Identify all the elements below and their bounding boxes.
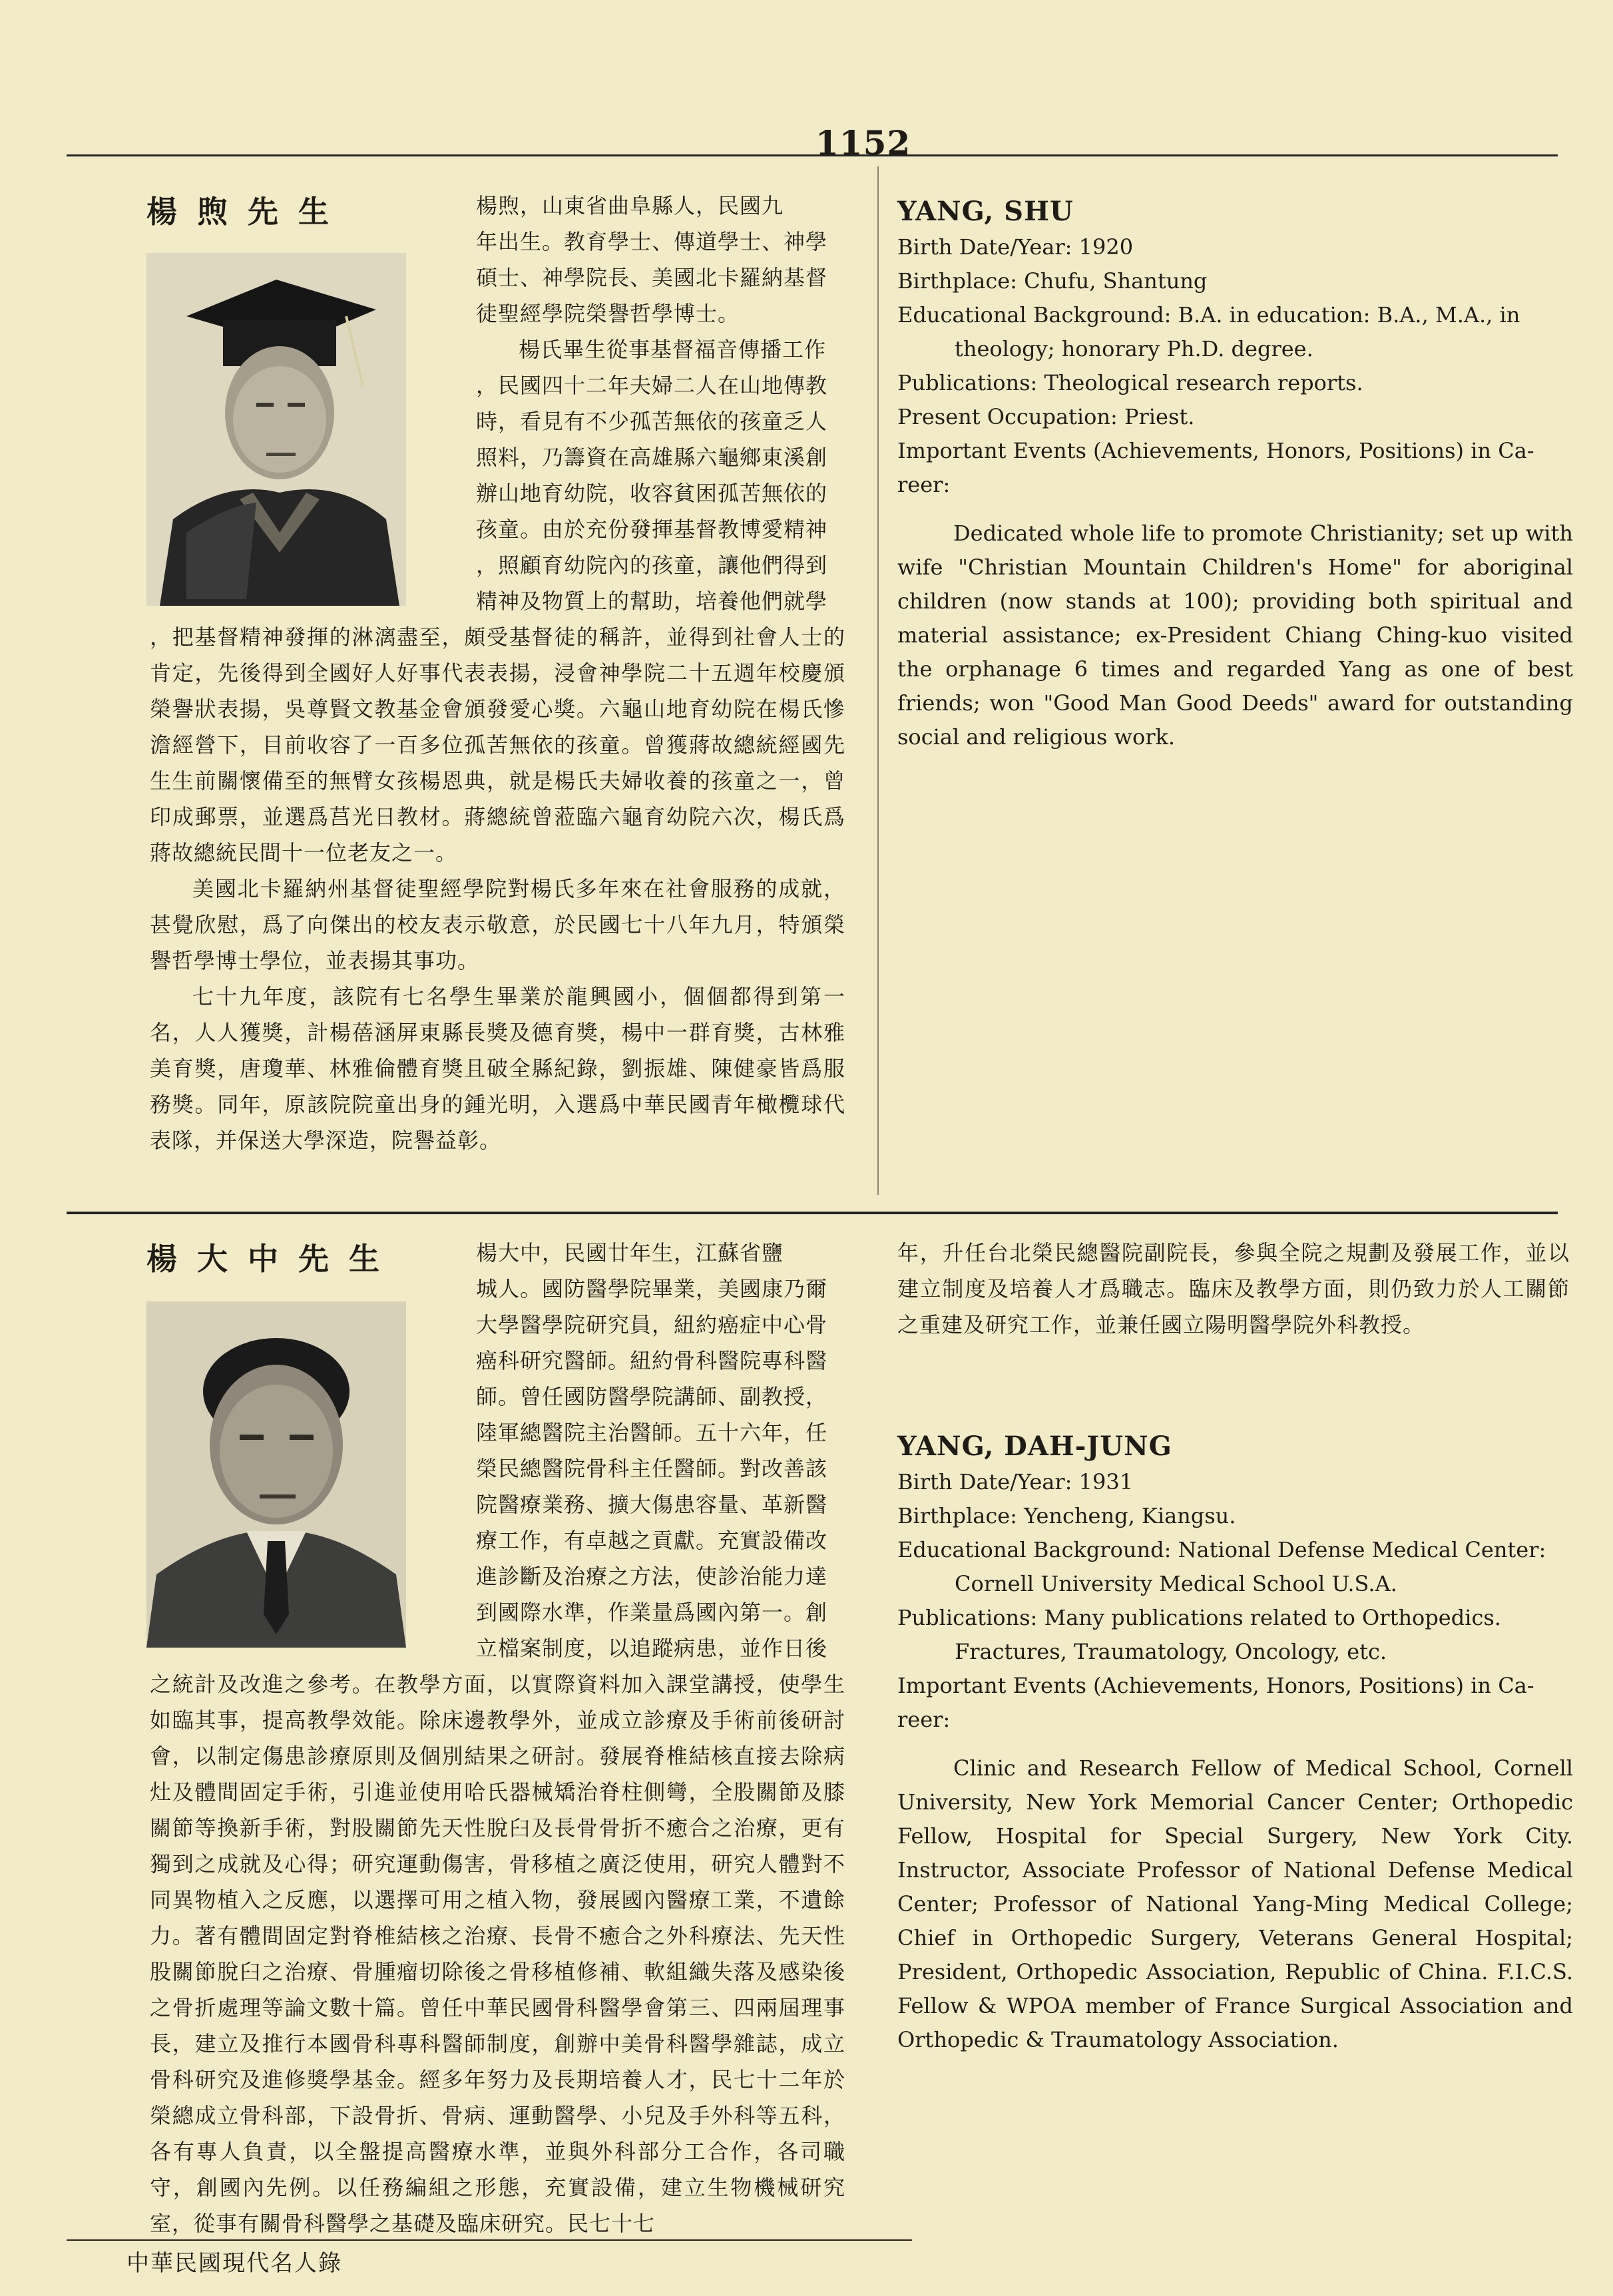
entry2-chinese-continuation: [897, 1235, 1570, 1343]
entry2-birthplace-row: [897, 1499, 1573, 1533]
entry2-events-label: Important Events (Achievements, Honors, Positions) in Ca-: [897, 1673, 1534, 1698]
publications-value: Many publications related to Orthopedics.: [1044, 1605, 1501, 1630]
entry1-birth-row: [897, 230, 1573, 264]
entry2-chinese-body: [150, 1666, 845, 2241]
birthplace-value: Yencheng, Kiangsu.: [1024, 1503, 1236, 1528]
publications-label: Publications:: [897, 1605, 1038, 1630]
entry1-events-label-cont: reer:: [897, 472, 951, 497]
entry1-chinese-body: [150, 619, 845, 1158]
education-value: B.A. in education: B.A., M.A., in: [1178, 302, 1520, 328]
entry2-intro-line: 進診斷及治療之方法，使診治能力達: [476, 1564, 828, 1589]
entry2-chinese-name: 楊大中先生: [146, 1241, 399, 1277]
entry1-birthplace-row: [897, 264, 1573, 298]
occupation-label: Present Occupation:: [897, 404, 1118, 429]
entry2-publications-cont: Fractures, Traumatology, Oncology, etc.: [955, 1639, 1387, 1664]
birthplace-label: Birthplace:: [897, 268, 1017, 294]
entry2-body-paragraph: 之統計及改進之參考。在教學方面，以實際資料加入課堂講授，使學生如臨其事，提高教學效能。除床邊教學外，並成立診療及手術前後研討會，以制定傷患診療原則及個別結果之研討。發展脊椎結核直接去除病灶及體間固定手術，引進並使用哈氏器械矯治脊柱側彎，全股關節及膝關節等換新手術，對股關節先天性脫臼及長骨骨折不癒合之治療，更有獨到之成就及心得；研究運動傷害，骨移植之廣泛使用，研究人體對不同異物植入之反應，以選擇可用之植入物，發展國內醫療工業，不遺餘力。著有體間固定對脊椎結核之治療、長骨不癒合之外科療法、先天性股關節脫臼之治療、骨腫瘤切除後之骨移植修補、軟組織失落及感染後之骨折處理等論文數十篇。曾任中華民國骨科醫學會第三、四兩屆理事長，建立及推行本國骨科專科醫師制度，創辦中美骨科醫學雜誌，成立骨科研究及進修獎學基金。經多年努力及長期培養人才，民七十二年於榮總成立骨科部，下設骨折、骨病、運動醫學、小兒及手外科等五科，各有專人負責，以全盤提高醫療水準，並與外科部分工合作，各司職守，創國內先例。以任務編組之形態，充實設備，建立生物機械研究室，從事有關骨科醫學之基礎及臨床研究。民七十七: [150, 1672, 845, 2236]
entry2-intro-line: 癌科研究醫師。紐約骨科醫院專科醫: [476, 1348, 828, 1373]
entry1-body-paragraph: 七十九年度，該院有七名學生畢業於龍興國小，個個都得到第一名，人人獲獎，計楊蓓涵屏東縣長獎及德育獎，楊中一群育獎，古林雅美育獎，唐瓊華、林雅倫體育獎且破全縣紀錄，劉振雄、陳健豪皆爲服務獎。同年，原該院院童出身的鍾光明，入選爲中華民國青年橄欖球代表隊，并保送大學深造，院譽益彰。: [150, 984, 845, 1153]
entry1-portrait-photo: [146, 253, 406, 606]
entry1-intro-line: 楊氏畢生從事基督福音傳播工作: [519, 337, 827, 362]
entry2-continuation-paragraph: 年，升任台北榮民總醫院副院長，參與全院之規劃及發展工作，並以建立制度及培養人才爲職志。臨床及教學方面，則仍致力於人工關節之重建及研究工作，並兼任國立陽明醫學院外科教授。: [897, 1240, 1570, 1337]
entry2-birth-row: [897, 1465, 1573, 1499]
birth-label: Birth Date/Year:: [897, 234, 1072, 260]
publications-value: Theological research reports.: [1044, 370, 1363, 395]
entry1-intro-line: ，照顧育幼院內的孩童，讓他們得到: [476, 553, 828, 578]
occupation-value: Priest.: [1124, 404, 1195, 429]
entry1-occupation-row: [897, 400, 1573, 434]
entry1-intro-line: 碩士、神學院長、美國北卡羅納基督: [476, 265, 828, 290]
entry2-intro-line: 到國際水準，作業量爲國內第一。創: [476, 1600, 828, 1625]
entry2-portrait-photo: [146, 1301, 406, 1648]
birth-label: Birth Date/Year:: [897, 1469, 1072, 1494]
entry2-intro-line: 城人。國防醫學院畢業，美國康乃爾: [476, 1276, 828, 1301]
entry2-intro-line: 楊大中，民國廿年生，江蘇省鹽: [476, 1240, 784, 1265]
birth-value: 1931: [1078, 1469, 1134, 1494]
entry1-body-paragraph: 美國北卡羅納州基督徒聖經學院對楊氏多年來在社會服務的成就，甚覺欣慰，爲了向傑出的校友表示敬意，於民國七十八年九月，特頒榮譽哲學博士學位，並表揚其事功。: [150, 876, 845, 973]
entry1-intro-line: 徒聖經學院榮譽哲學博士。: [476, 301, 740, 326]
entry1-events-text: Dedicated whole life to promote Christianity; set up with wife "Christian Mountain Children's Home" for aboriginal children (now stands at 100); providing both spiritual and material assistance; ex-President Chiang Ching-kuo visited the orphanage 6 times and regarded Yang as one of best friends; won "Good Man Good Deeds" award for outstanding social and religious work.: [897, 521, 1573, 750]
entry1-education-cont: theology; honorary Ph.D. degree.: [955, 336, 1313, 361]
entry2-intro-line: 院醫療業務、擴大傷患容量、革新醫: [476, 1492, 828, 1517]
birthplace-value: Chufu, Shantung: [1024, 268, 1208, 294]
entry1-publications-row: [897, 366, 1573, 400]
entry1-english-section: [897, 193, 1573, 754]
entry2-events-label-cont: reer:: [897, 1707, 951, 1732]
book-title-footer: 中華民國現代名人錄: [126, 2250, 342, 2277]
entry2-events-text: Clinic and Research Fellow of Medical School, Cornell University, New York Memorial Cancer Center; Orthopedic Fellow, Hospital for Special Surgery, New York City. Instructor, Associate Professor of National Defense Medical Center; Professor of National Yang-Ming Medical College; Chief in Orthopedic Surgery, Veterans General Hospital; President, Orthopedic Association, Republic of China. F.I.C.S. Fellow & WPOA member of France Surgical Association and Orthopedic & Traumatology Association.: [897, 1755, 1573, 2052]
entry2-english-section: [897, 1428, 1573, 2057]
entry1-body-paragraph: ，把基督精神發揮的淋漓盡至，頗受基督徒的稱許，並得到社會人士的肯定，先後得到全國好人好事代表表揚，浸會神學院二十五週年校慶頒榮譽狀表揚，吳尊賢文教基金會頒發愛心獎。六龜山地育幼院在楊氏慘澹經營下，目前收容了一百多位孤苦無依的孩童。曾獲蔣故總統經國先生生前關懷備至的無臂女孩楊恩典，就是楊氏夫婦收養的孩童之一，曾印成郵票，並選爲莒光日教材。蔣總統曾蒞臨六龜育幼院六次，楊氏爲蔣故總統民間十一位老友之一。: [150, 624, 845, 865]
entry2-intro-line: 大學醫學院研究員，紐約癌症中心骨: [476, 1312, 828, 1337]
entry1-intro-line: 孩童。由於充份發揮基督教博愛精神: [476, 517, 828, 542]
column-divider: [877, 166, 879, 1195]
entry1-chinese-name: 楊煦先生: [146, 194, 349, 230]
entry2-intro-line: 榮民總醫院骨科主任醫師。對改善該: [476, 1456, 828, 1481]
entry1-chinese-intro: [476, 188, 845, 619]
entry2-chinese-intro: [476, 1235, 845, 1666]
entry1-intro-line: 時，看見有不少孤苦無依的孩童乏人: [476, 409, 828, 434]
birthplace-label: Birthplace:: [897, 1503, 1017, 1528]
entry2-publications-row: [897, 1601, 1573, 1635]
page-number: 1152: [815, 123, 911, 162]
entry1-intro-line: 楊煦，山東省曲阜縣人，民國九: [476, 193, 784, 218]
entry1-english-name: YANG, SHU: [897, 196, 1074, 227]
middle-rule: [67, 1212, 1558, 1214]
entry1-events-label: Important Events (Achievements, Honors, Positions) in Ca-: [897, 438, 1534, 463]
entry2-education-cont: Cornell University Medical School U.S.A.: [955, 1571, 1397, 1596]
entry2-intro-line: 陸軍總醫院主治醫師。五十六年，任: [476, 1420, 828, 1445]
entry1-intro-line: 照料，乃籌資在高雄縣六龜鄉東溪創: [476, 445, 828, 470]
top-rule: [67, 154, 1558, 156]
education-label: Educational Background:: [897, 1537, 1172, 1562]
birth-value: 1920: [1078, 234, 1134, 260]
entry1-intro-line: ，民國四十二年夫婦二人在山地傳教: [476, 373, 828, 398]
publications-label: Publications:: [897, 370, 1038, 395]
entry2-english-name: YANG, DAH-JUNG: [897, 1431, 1172, 1462]
entry1-intro-line: 年出生。教育學士、傳道學士、神學: [476, 229, 828, 254]
entry1-intro-line: 精神及物質上的幫助，培養他們就學: [476, 588, 828, 614]
entry2-intro-line: 療工作，有卓越之貢獻。充實設備改: [476, 1528, 828, 1553]
entry2-intro-line: 師。曾任國防醫學院講師、副教授，: [476, 1384, 828, 1409]
entry1-education-row: [897, 298, 1573, 332]
education-label: Educational Background:: [897, 302, 1172, 328]
entry2-intro-line: 立檔案制度，以追蹤病患，並作日後: [476, 1636, 828, 1661]
entry1-intro-line: 辦山地育幼院，收容貧困孤苦無依的: [476, 481, 828, 506]
education-value: National Defense Medical Center:: [1178, 1537, 1546, 1562]
entry2-education-row: [897, 1533, 1573, 1567]
